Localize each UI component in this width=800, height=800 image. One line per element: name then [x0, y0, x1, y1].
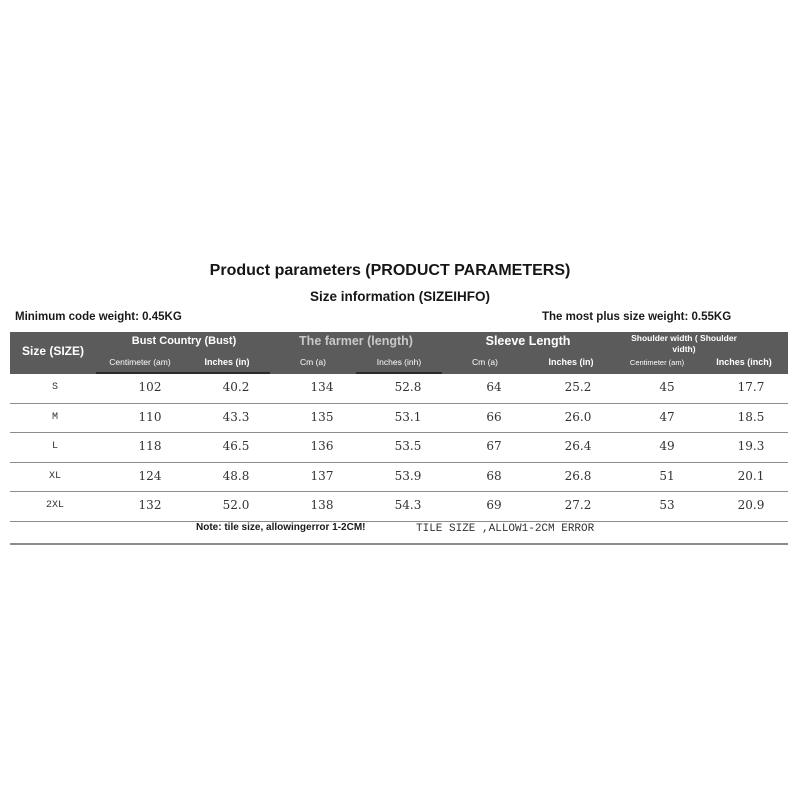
size-table-body — [10, 374, 788, 522]
measurement-cell: 46.5 — [222, 439, 250, 453]
bust-group-header: Bust Country (Bust) — [131, 335, 237, 347]
table-row — [10, 404, 788, 434]
measurement-cell: 68 — [486, 468, 502, 483]
measurement-cell: 26.0 — [564, 409, 592, 424]
measurement-cell: 124 — [138, 468, 162, 483]
subheader-sleeve-cm: Cm (a) — [472, 357, 498, 367]
length-group-header: The farmer (length) — [299, 334, 413, 348]
page-title: Product parameters (PRODUCT PARAMETERS) — [209, 262, 571, 279]
measurement-cell: 26.4 — [564, 439, 592, 453]
measurement-cell: 40.2 — [222, 380, 250, 394]
table-row — [10, 492, 788, 522]
size-cell: L — [51, 441, 58, 452]
measurement-cell: 51 — [659, 468, 675, 483]
measurement-cell: 49 — [659, 439, 675, 453]
size-table-header — [10, 332, 788, 374]
subheader-bust-in: Inches (in) — [204, 357, 250, 367]
measurement-cell: 52.8 — [394, 380, 422, 394]
measurement-cell: 118 — [138, 439, 162, 453]
measurement-cell: 110 — [138, 409, 162, 424]
table-row — [10, 374, 788, 404]
measurement-cell: 20.1 — [737, 468, 765, 483]
measurement-cell: 134 — [310, 380, 334, 394]
measurement-cell: 48.8 — [222, 468, 250, 483]
measurement-cell: 138 — [310, 498, 334, 512]
measurement-cell: 47 — [659, 409, 675, 424]
min-weight-label: Minimum code weight: 0.45KG — [15, 311, 182, 323]
measurement-cell: 25.2 — [564, 380, 592, 394]
size-column-header: Size (SIZE) — [21, 344, 84, 358]
sleeve-group-header: Sleeve Length — [485, 334, 571, 348]
measurement-cell: 64 — [486, 380, 502, 394]
measurement-cell: 18.5 — [737, 409, 765, 424]
measurement-cell: 53.5 — [394, 439, 422, 453]
subheader-bust-cm: Centimeter (am) — [109, 357, 171, 367]
measurement-cell: 67 — [486, 439, 502, 453]
subheader-shoulder-cm: Centimeter (am) — [629, 358, 685, 367]
shoulder-group-header: Shoulder width ( Shoulder vidth) — [631, 333, 737, 354]
subheader-sleeve-in: Inches (in) — [548, 357, 594, 367]
measurement-cell: 136 — [310, 439, 334, 453]
subheader-length-in: Inches (inh) — [376, 357, 422, 367]
table-bottom-divider — [10, 543, 788, 545]
size-cell: 2XL — [45, 500, 64, 511]
measurement-cell: 69 — [486, 498, 502, 512]
measurement-cell: 52.0 — [222, 498, 250, 512]
note-english: TILE SIZE ,ALLOW1-2CM ERROR — [416, 523, 595, 535]
measurement-cell: 20.9 — [737, 498, 765, 512]
measurement-cell: 137 — [310, 468, 334, 483]
subheader-shoulder-in: Inches (inch) — [716, 357, 772, 367]
table-row — [10, 463, 788, 493]
measurement-cell: 17.7 — [737, 380, 765, 394]
size-cell: S — [51, 382, 58, 393]
max-weight-label: The most plus size weight: 0.55KG — [542, 311, 732, 323]
subheader-length-cm: Cm (a) — [300, 357, 326, 367]
measurement-cell: 45 — [659, 380, 675, 394]
measurement-cell: 102 — [138, 380, 162, 394]
note-chinese: Note: tile size, allowingerror 1-2CM! — [196, 522, 366, 533]
measurement-cell: 53 — [659, 498, 675, 512]
measurement-cell: 53.9 — [394, 468, 422, 483]
size-cell: XL — [48, 470, 61, 482]
measurement-cell: 27.2 — [564, 498, 592, 512]
measurement-cell: 54.3 — [394, 498, 422, 512]
measurement-cell: 53.1 — [394, 409, 422, 424]
measurement-cell: 26.8 — [564, 468, 592, 483]
measurement-cell: 19.3 — [737, 439, 765, 453]
table-row — [10, 433, 788, 463]
measurement-cell: 135 — [310, 409, 334, 424]
measurement-cell: 43.3 — [222, 409, 250, 424]
size-cell: M — [51, 411, 58, 423]
measurement-cell: 132 — [138, 498, 162, 512]
measurement-cell: 66 — [486, 409, 502, 424]
page-subtitle: Size information (SIZEIHFO) — [309, 289, 490, 304]
